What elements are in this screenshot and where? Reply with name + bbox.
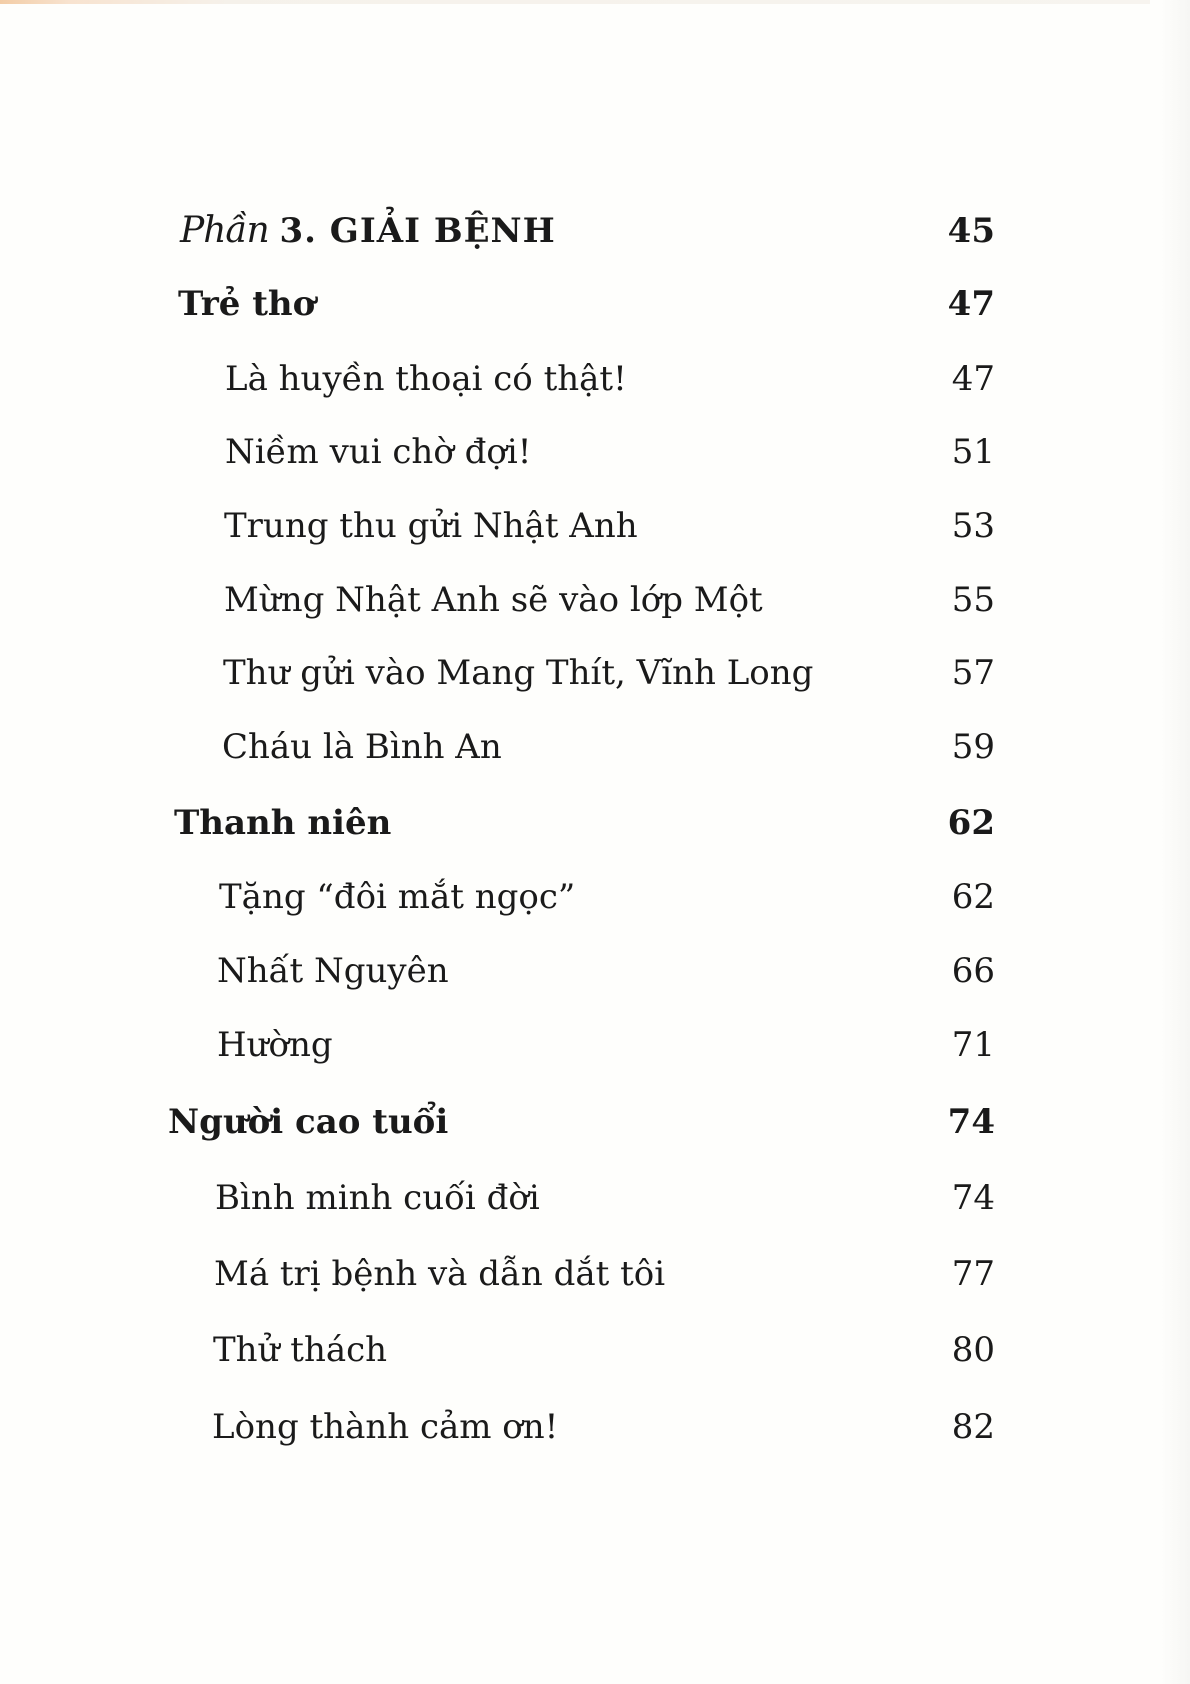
entry-page-number: 82 xyxy=(951,1407,995,1447)
entry-title: Trung thu gửi Nhật Anh xyxy=(224,506,638,546)
entry-page-number: 47 xyxy=(951,359,995,399)
entry-title: Tặng “đôi mắt ngọc” xyxy=(219,877,576,917)
entry-page-number: 74 xyxy=(951,1178,995,1218)
entry-title: Bình minh cuối đời xyxy=(215,1178,540,1218)
entry-page-number: 66 xyxy=(951,951,995,991)
entry-page-number: 55 xyxy=(951,580,995,620)
entry-title: Thử thách xyxy=(213,1330,388,1370)
entry-title: Hường xyxy=(217,1025,333,1065)
part-page-number: 45 xyxy=(947,211,995,251)
entry-title: Cháu là Bình An xyxy=(222,727,502,767)
entry-title: Thư gửi vào Mang Thít, Vĩnh Long xyxy=(223,653,814,693)
entry-page-number: 71 xyxy=(951,1025,995,1065)
section-title: Người cao tuổi xyxy=(168,1102,449,1142)
entry-page-number: 57 xyxy=(951,653,995,693)
section-title: Thanh niên xyxy=(174,803,392,843)
entry-page-number: 62 xyxy=(951,877,995,917)
entry-title: Mừng Nhật Anh sẽ vào lớp Một xyxy=(224,580,763,620)
part-prefix: Phần xyxy=(180,210,269,251)
section-page-number: 74 xyxy=(947,1102,995,1142)
entry-title: Nhất Nguyên xyxy=(217,951,449,991)
entry-title: Là huyền thoại có thật! xyxy=(225,359,627,399)
entry-page-number: 51 xyxy=(951,432,995,472)
entry-title: Niềm vui chờ đợi! xyxy=(225,432,532,472)
part-name: 3. GIẢI BỆNH xyxy=(279,211,556,251)
section-page-number: 47 xyxy=(947,284,995,324)
entry-title: Lòng thành cảm ơn! xyxy=(212,1407,559,1447)
entry-page-number: 80 xyxy=(951,1330,995,1370)
entry-title: Má trị bệnh và dẫn dắt tôi xyxy=(214,1254,666,1294)
entry-page-number: 77 xyxy=(951,1254,995,1294)
entry-page-number: 53 xyxy=(951,506,995,546)
part-title xyxy=(180,211,556,251)
entry-page-number: 59 xyxy=(951,727,995,767)
section-title: Trẻ thơ xyxy=(178,284,316,324)
section-page-number: 62 xyxy=(947,803,995,843)
